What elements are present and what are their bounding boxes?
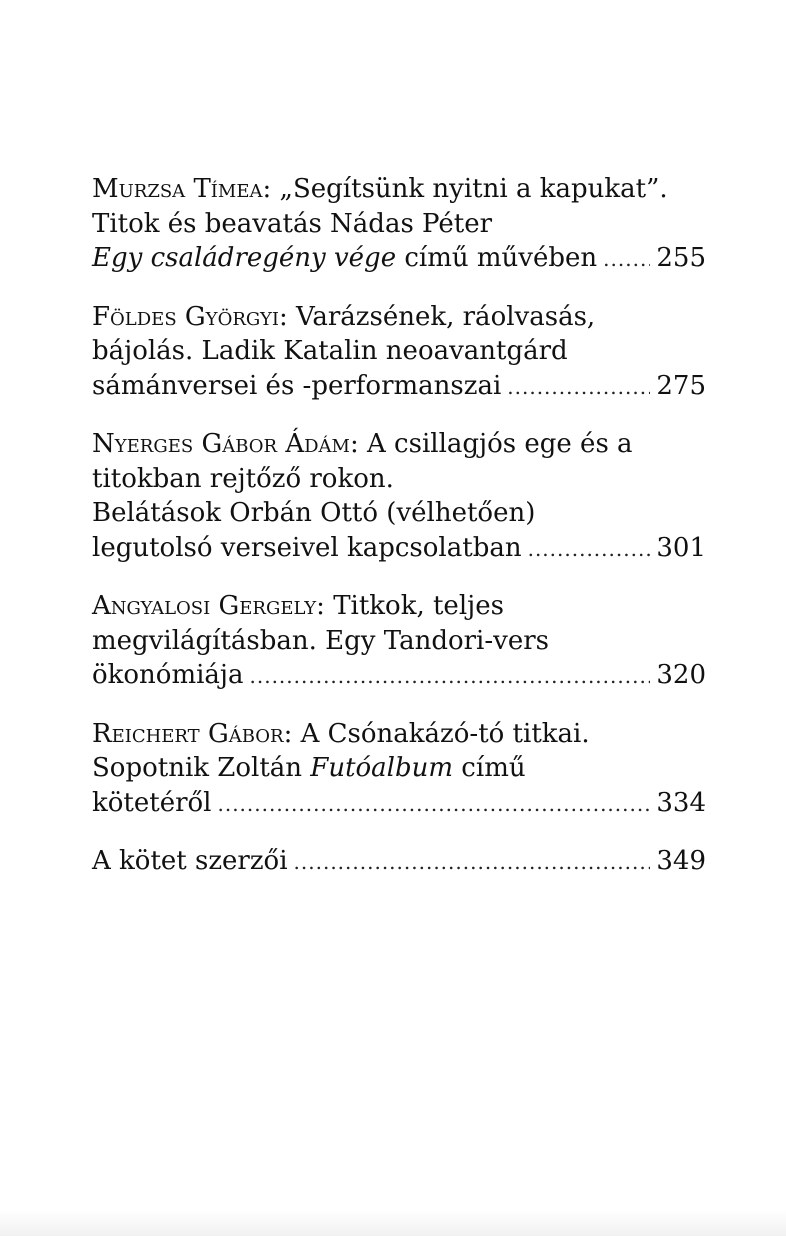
toc-title-italic: Egy családregény vége	[92, 243, 397, 273]
toc-page-number: 334	[656, 787, 706, 818]
toc-entry-line	[92, 589, 706, 624]
toc-title-line: A csillagjós ege és a	[367, 429, 633, 459]
toc-entry-line	[92, 427, 706, 462]
toc-title-line: titokban rejtőző rokon.	[92, 463, 394, 494]
toc-author: Földes Györgyi	[92, 301, 279, 332]
toc-title-line: Titok és beavatás Nádas Péter	[92, 208, 493, 239]
toc-author: Angyalosi Gergely	[92, 591, 317, 621]
toc-page-number: 349	[656, 846, 706, 876]
author-separator: :	[349, 429, 368, 459]
toc-author: Reichert Gábor	[92, 718, 284, 749]
table-of-contents	[92, 172, 706, 880]
toc-entry-line	[92, 300, 706, 335]
toc-entry-line	[92, 751, 706, 786]
toc-title-rest: ökonómiája	[92, 660, 244, 690]
dot-leader	[528, 532, 651, 567]
toc-title-line: Titkok, teljes	[333, 591, 504, 621]
toc-title-rest: című művében	[396, 243, 598, 273]
author-separator: :	[278, 301, 296, 332]
toc-entry[interactable]	[92, 427, 706, 566]
toc-last-line	[92, 531, 706, 567]
toc-title-line: bájolás. Ladik Katalin neoavantgárd	[92, 336, 568, 366]
toc-entry[interactable]	[92, 300, 706, 405]
toc-title-line: „Segítsünk nyitni a kapukat”.	[279, 174, 668, 204]
toc-entry[interactable]	[92, 589, 706, 694]
toc-title-italic: Futóalbum	[310, 753, 454, 783]
author-separator: :	[262, 174, 280, 204]
toc-title-line: Belátások Orbán Ottó (vélhetően)	[92, 498, 536, 528]
toc-last-line	[92, 241, 706, 277]
page-bottom-edge	[0, 1210, 786, 1236]
toc-entry[interactable]	[92, 172, 706, 277]
toc-author: Murzsa Tímea	[92, 174, 263, 204]
toc-title-line: Sopotnik Zoltán	[92, 753, 311, 783]
toc-title-rest: kötetéről	[92, 787, 212, 818]
toc-last-line	[92, 369, 706, 405]
toc-page-number: 301	[656, 532, 706, 563]
toc-title: A kötet szerzői	[92, 846, 288, 876]
toc-page-number: 275	[656, 370, 706, 401]
toc-last-line	[92, 844, 706, 880]
toc-title-rest: című	[453, 753, 526, 783]
toc-entry[interactable]	[92, 717, 706, 822]
dot-leader	[294, 845, 651, 880]
toc-title-line: megvilágításban. Egy Tandori-vers	[92, 625, 549, 656]
toc-page-number: 320	[656, 660, 706, 690]
toc-title-rest: sámánversei és -performanszai	[92, 370, 502, 401]
toc-page-number: 255	[656, 243, 706, 273]
toc-title-rest: legutolsó verseivel kapcsolatban	[92, 532, 522, 563]
author-separator: :	[316, 591, 334, 621]
toc-title-line: A Csónakázó-tó titkai.	[300, 718, 590, 749]
author-separator: :	[283, 718, 301, 749]
toc-entry[interactable]	[92, 844, 706, 880]
toc-title-line	[92, 241, 597, 276]
toc-last-line	[92, 786, 706, 822]
toc-title-line: Varázsének, ráolvasás,	[295, 301, 596, 332]
dot-leader	[603, 242, 650, 277]
toc-last-line	[92, 658, 706, 694]
toc-entry-line	[92, 172, 706, 207]
dot-leader	[217, 787, 650, 822]
dot-leader	[507, 370, 650, 405]
toc-author: Nyerges Gábor Ádám	[92, 429, 350, 459]
dot-leader	[250, 659, 651, 694]
toc-entry-line	[92, 717, 706, 752]
